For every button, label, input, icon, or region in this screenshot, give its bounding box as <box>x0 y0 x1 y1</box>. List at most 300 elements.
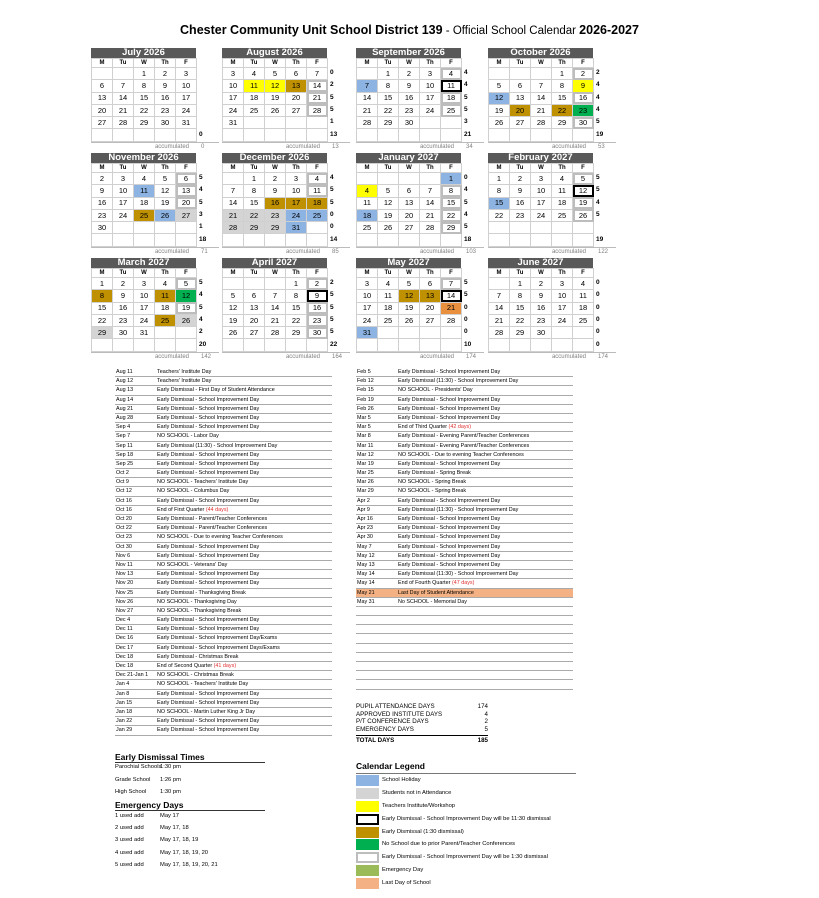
day-cell: 25 <box>155 314 176 326</box>
event-description: Early Dismissal - School Improvement Day <box>398 414 501 421</box>
month-total: 19 <box>596 235 604 243</box>
accumulated-row <box>91 247 219 255</box>
week-count: 0 <box>330 210 334 218</box>
event-description: End of Second Quarter <box>157 663 214 669</box>
accumulated-row <box>488 142 616 150</box>
day-cell: 17 <box>286 197 307 209</box>
week-count: 5 <box>464 223 468 231</box>
week-row <box>489 185 594 197</box>
event-date: Feb 12 <box>357 378 374 385</box>
day-cell: 1 <box>92 278 113 290</box>
legend-label: School Holiday <box>382 777 421 783</box>
day-cell: 2 <box>510 173 531 185</box>
event-description: Teachers' Institute Day <box>157 369 212 375</box>
week-row <box>489 104 594 116</box>
event-text <box>398 368 500 377</box>
event-row <box>115 432 332 441</box>
event-row <box>356 579 573 588</box>
month-block <box>91 258 219 363</box>
week-count: 4 <box>199 315 203 323</box>
accumulated-label: accumulated <box>551 144 586 150</box>
event-text <box>398 377 518 386</box>
day-cell: 5 <box>399 278 420 290</box>
events-list-left <box>115 368 332 736</box>
day-cell: 28 <box>489 327 510 339</box>
day-cell <box>92 129 113 141</box>
month-block <box>222 153 350 258</box>
month-block <box>488 153 616 258</box>
weekday-label: Th <box>155 164 176 173</box>
weekday-header-row <box>489 269 594 278</box>
day-cell <box>552 339 573 351</box>
month-total: 20 <box>199 340 207 348</box>
early_dismissal-value: 1:30 pm <box>160 789 181 796</box>
accumulated-row <box>222 352 350 360</box>
week-row <box>357 185 462 197</box>
accumulated-value: 142 <box>201 354 212 360</box>
event-text <box>157 451 259 460</box>
week-count: 4 <box>199 291 203 299</box>
event-text <box>157 543 259 552</box>
accumulated-value: 0 <box>201 144 205 150</box>
week-row <box>223 234 328 246</box>
day-cell: 8 <box>552 80 573 92</box>
day-cell: 24 <box>176 104 197 116</box>
month-total: 10 <box>464 340 472 348</box>
event-row <box>115 671 332 680</box>
day-cell: 24 <box>113 209 134 221</box>
month-block <box>488 48 616 153</box>
event-date: Feb 15 <box>357 387 374 394</box>
weekday-label: Tu <box>244 269 265 278</box>
event-text <box>398 396 500 405</box>
event-description: Early Dismissal - Christmas Break <box>157 653 239 660</box>
day-cell: 1 <box>552 68 573 80</box>
event-description: Early Dismissal - School Improvement Day <box>398 497 501 504</box>
event-row <box>115 368 332 377</box>
day-cell <box>357 339 378 351</box>
week-row <box>92 129 197 141</box>
day-cell: 29 <box>92 327 113 339</box>
weekday-label: Th <box>286 164 307 173</box>
accumulated-value: 164 <box>332 354 343 360</box>
event-row <box>115 506 332 515</box>
weekday-label: Th <box>155 269 176 278</box>
event-description: NO SCHOOL - Thanksgiving Break <box>157 607 242 614</box>
week-row <box>357 314 462 326</box>
week-count: 5 <box>464 93 468 101</box>
quarter-days: (44 days) <box>205 506 229 513</box>
event-text <box>398 579 474 588</box>
day-cell: 5 <box>176 278 197 290</box>
day-cell: 16 <box>92 197 113 209</box>
day-cell: 24 <box>357 314 378 326</box>
day-cell <box>489 278 510 290</box>
day-cell <box>531 129 552 141</box>
week-count: 5 <box>199 174 203 181</box>
day-cell: 3 <box>286 173 307 185</box>
week-count: 0 <box>464 303 468 311</box>
day-cell: 8 <box>441 185 462 197</box>
day-cell: 25 <box>134 209 155 221</box>
empty-event-row <box>356 616 573 625</box>
calendar-legend <box>356 761 576 890</box>
event-description: Early Dismissal - School Improvement Day <box>398 534 501 541</box>
day-cell: 11 <box>155 290 176 302</box>
day-cell: 25 <box>441 104 462 116</box>
day-cell: 22 <box>244 209 265 221</box>
weekday-header-row <box>92 164 197 173</box>
weekday-label: Th <box>420 59 441 68</box>
month-total: 14 <box>330 235 338 243</box>
day-cell: 1 <box>510 278 531 290</box>
event-date: Dec 18 <box>116 653 134 660</box>
event-description: Early Dismissal (11:30) - School Improvement Day <box>157 442 278 449</box>
week-row <box>223 314 328 326</box>
week-row <box>223 185 328 197</box>
day-cell <box>378 327 399 339</box>
month-block <box>356 258 484 363</box>
early_dismissal-row <box>115 764 181 770</box>
month-grid <box>222 268 328 352</box>
event-row <box>115 377 332 386</box>
day-cell <box>113 129 134 141</box>
week-row <box>489 117 594 129</box>
day-cell: 6 <box>244 290 265 302</box>
day-cell: 19 <box>489 104 510 116</box>
day-cell <box>378 129 399 141</box>
empty-event-row <box>356 625 573 634</box>
day-cell: 8 <box>489 185 510 197</box>
day-cell: 13 <box>420 290 441 302</box>
legend-label: Last Day of School <box>382 880 431 887</box>
week-row <box>357 197 462 209</box>
event-date: Aug 14 <box>116 396 134 403</box>
weekday-header-row <box>357 269 462 278</box>
event-description: Early Dismissal - School Improvement Day <box>398 543 501 550</box>
day-cell: 27 <box>420 314 441 326</box>
month-title: July 2026 <box>91 48 196 58</box>
month-grid <box>91 163 197 247</box>
weekday-label: M <box>357 59 378 68</box>
weekday-label: F <box>573 269 594 278</box>
week-count: 0 <box>464 328 468 336</box>
day-cell: 23 <box>531 314 552 326</box>
event-date: Dec 4 <box>116 617 131 624</box>
weekday-label: Tu <box>510 269 531 278</box>
accumulated-row <box>488 352 616 360</box>
day-cell: 18 <box>378 302 399 314</box>
day-cell: 3 <box>357 278 378 290</box>
event-date: Apr 2 <box>357 497 370 504</box>
day-cell: 31 <box>357 327 378 339</box>
event-row <box>115 396 332 405</box>
weekday-label: W <box>265 59 286 68</box>
week-row <box>223 209 328 221</box>
day-cell <box>420 129 441 141</box>
event-text <box>157 708 255 717</box>
month-total: 0 <box>199 130 203 138</box>
day-cell: 16 <box>399 92 420 104</box>
day-cell: 17 <box>176 92 197 104</box>
event-row <box>356 598 573 607</box>
event-row <box>356 487 573 496</box>
event-date: Sep 7 <box>116 433 131 440</box>
early_dismissal-label: Grade School <box>115 776 151 783</box>
total-value: 174 <box>477 703 488 710</box>
day-cell: 18 <box>155 302 176 314</box>
event-date: May 14 <box>357 571 375 578</box>
week-count: 4 <box>464 81 468 89</box>
day-cell: 5 <box>489 80 510 92</box>
week-count: 5 <box>596 118 600 126</box>
day-cell: 4 <box>441 68 462 80</box>
day-cell: 20 <box>286 92 307 104</box>
day-cell: 1 <box>378 68 399 80</box>
legend-label: Early Dismissal - School Improvement Day will be 11:30 dismissal <box>382 815 551 822</box>
week-count: 3 <box>199 210 203 218</box>
month-title: August 2026 <box>222 48 327 58</box>
week-row <box>489 290 594 302</box>
day-cell: 14 <box>357 92 378 104</box>
day-cell: 25 <box>357 222 378 234</box>
legend-item <box>356 851 576 864</box>
day-cell: 22 <box>286 314 307 326</box>
day-cell: 8 <box>134 80 155 92</box>
accumulated-value: 34 <box>466 144 473 150</box>
day-cell: 26 <box>378 222 399 234</box>
day-cell <box>510 68 531 80</box>
weekday-header-row <box>92 269 197 278</box>
event-row <box>115 579 332 588</box>
event-description: Early Dismissal - School Improvement Days/Exams <box>157 644 280 651</box>
weekday-label: F <box>176 59 197 68</box>
weekday-label: Th <box>420 164 441 173</box>
event-date: Aug 21 <box>116 405 134 412</box>
early_dismissal-value: 1:30 pm <box>160 764 181 770</box>
day-cell: 10 <box>134 290 155 302</box>
empty-event-row <box>356 671 573 680</box>
day-cell: 4 <box>378 278 399 290</box>
week-row <box>489 314 594 326</box>
week-count: 0 <box>330 223 334 231</box>
day-cell <box>378 234 399 246</box>
event-description: Early Dismissal - School Improvement Day <box>157 396 260 403</box>
emergency-value: May 17, 18 <box>160 825 189 832</box>
day-cell: 25 <box>378 314 399 326</box>
event-text <box>398 570 518 579</box>
day-cell: 25 <box>552 209 573 221</box>
day-cell: 28 <box>223 222 244 234</box>
empty-event-row <box>356 644 573 653</box>
day-cell <box>552 222 573 234</box>
day-cell: 7 <box>531 80 552 92</box>
day-cell <box>134 222 155 234</box>
event-date: Jan 8 <box>116 690 130 697</box>
day-cell: 2 <box>531 278 552 290</box>
day-cell: 9 <box>307 290 328 302</box>
weekday-label: Th <box>286 269 307 278</box>
day-cell: 9 <box>265 185 286 197</box>
day-cell <box>134 339 155 351</box>
day-cell <box>357 173 378 185</box>
day-cell: 2 <box>113 278 134 290</box>
event-row <box>115 717 332 726</box>
week-count: 4 <box>464 186 468 194</box>
day-cell <box>489 339 510 351</box>
day-cell <box>113 339 134 351</box>
day-cell: 23 <box>307 314 328 326</box>
day-cell: 7 <box>489 290 510 302</box>
event-date: Mar 5 <box>357 424 371 431</box>
emergency-label: 3 used add <box>115 837 144 844</box>
day-cell: 6 <box>420 278 441 290</box>
day-cell: 24 <box>286 209 307 221</box>
day-cell <box>307 222 328 234</box>
event-description: Early Dismissal - School Improvement Day <box>398 552 501 559</box>
month-total: 18 <box>199 235 207 243</box>
weekday-label: F <box>307 269 328 278</box>
day-cell: 9 <box>573 80 594 92</box>
weekday-label: M <box>223 164 244 173</box>
week-row <box>223 173 328 185</box>
day-cell: 15 <box>286 302 307 314</box>
week-row <box>223 68 328 80</box>
day-cell: 13 <box>510 92 531 104</box>
legend-item <box>356 774 576 787</box>
week-row <box>357 302 462 314</box>
weekday-label: Tu <box>244 59 265 68</box>
event-date: Aug 28 <box>116 414 134 421</box>
event-text <box>157 469 259 478</box>
event-description: Last Day of Student Attendance <box>398 589 474 596</box>
week-count: 5 <box>330 93 334 101</box>
week-count: 5 <box>464 279 468 286</box>
event-description: Early Dismissal - School Improvement Day/Exams <box>157 635 278 642</box>
event-date: May 31 <box>357 598 375 605</box>
day-cell: 17 <box>531 197 552 209</box>
weekday-label: W <box>265 269 286 278</box>
day-cell: 4 <box>244 68 265 80</box>
event-date: Mar 19 <box>357 460 374 467</box>
day-cell: 21 <box>420 209 441 221</box>
event-row <box>356 533 573 542</box>
weekday-label: Th <box>552 164 573 173</box>
event-description: Early Dismissal - School Improvement Day <box>157 626 260 633</box>
day-cell: 14 <box>307 80 328 92</box>
event-description: Early Dismissal - School Improvement Day <box>398 460 501 467</box>
weekday-header-row <box>489 164 594 173</box>
event-row <box>115 699 332 708</box>
event-text <box>157 414 259 423</box>
day-cell: 29 <box>552 117 573 129</box>
day-cell <box>357 68 378 80</box>
day-cell: 26 <box>489 117 510 129</box>
day-cell: 13 <box>399 197 420 209</box>
weekday-header-row <box>357 59 462 68</box>
day-cell <box>573 339 594 351</box>
weekday-label: M <box>489 59 510 68</box>
event-text <box>157 690 259 699</box>
week-row <box>223 197 328 209</box>
month-title: May 2027 <box>356 258 461 268</box>
event-date: Oct 16 <box>116 506 132 513</box>
day-cell: 26 <box>223 327 244 339</box>
weekday-label: M <box>223 269 244 278</box>
weekday-label: M <box>489 164 510 173</box>
day-cell: 17 <box>223 92 244 104</box>
day-cell <box>155 327 176 339</box>
event-description: Early Dismissal - Parent/Teacher Conferences <box>157 516 268 522</box>
week-row <box>92 209 197 221</box>
event-date: Mar 26 <box>357 479 374 486</box>
week-count: 5 <box>330 328 334 336</box>
event-date: Jan 29 <box>116 727 133 734</box>
day-cell: 9 <box>510 185 531 197</box>
event-text <box>398 524 500 533</box>
legend-swatch <box>356 839 379 850</box>
week-count: 5 <box>330 186 334 194</box>
day-cell: 2 <box>155 68 176 80</box>
event-row <box>115 634 332 643</box>
day-cell: 4 <box>307 173 328 185</box>
week-count: 4 <box>596 81 600 89</box>
event-row <box>115 680 332 689</box>
day-cell <box>420 234 441 246</box>
event-description: NO SCHOOL - Due to evening Teacher Conferences <box>157 534 283 541</box>
empty-event-row <box>356 653 573 662</box>
day-cell: 12 <box>573 185 594 197</box>
month-block <box>222 258 350 363</box>
day-cell: 16 <box>265 197 286 209</box>
day-cell: 22 <box>489 209 510 221</box>
day-cell <box>307 129 328 141</box>
emergency-value: May 17, 18, 19 <box>160 837 199 844</box>
week-row <box>489 80 594 92</box>
event-date: Nov 6 <box>116 552 131 559</box>
total-label: APPROVED INSTITUTE DAYS <box>356 710 443 718</box>
day-cell <box>265 129 286 141</box>
day-cell <box>399 327 420 339</box>
emergency-row <box>115 849 209 856</box>
early_dismissal-label: High School <box>115 789 147 796</box>
week-count: 5 <box>199 198 203 206</box>
day-cell <box>176 339 197 351</box>
month-title: December 2026 <box>222 153 327 163</box>
day-cell: 30 <box>573 117 594 129</box>
day-cell: 25 <box>307 209 328 221</box>
day-cell <box>307 117 328 129</box>
event-date: Mar 25 <box>357 470 374 477</box>
month-title: June 2027 <box>488 258 593 268</box>
day-cell: 20 <box>510 104 531 116</box>
day-cell: 1 <box>489 173 510 185</box>
week-count: 5 <box>464 105 468 113</box>
weekday-label: F <box>176 164 197 173</box>
weekday-label: Tu <box>113 164 134 173</box>
day-cell: 1 <box>441 173 462 185</box>
day-cell <box>489 222 510 234</box>
event-description: Early Dismissal - School Improvement Day <box>398 516 501 522</box>
accumulated-row <box>222 142 350 150</box>
event-date: Jan 4 <box>116 681 130 688</box>
day-cell: 14 <box>489 302 510 314</box>
event-description: NO SCHOOL - Labor Day <box>157 433 219 440</box>
day-cell <box>573 234 594 246</box>
day-cell: 11 <box>378 290 399 302</box>
week-row <box>357 68 462 80</box>
week-row <box>357 234 462 246</box>
